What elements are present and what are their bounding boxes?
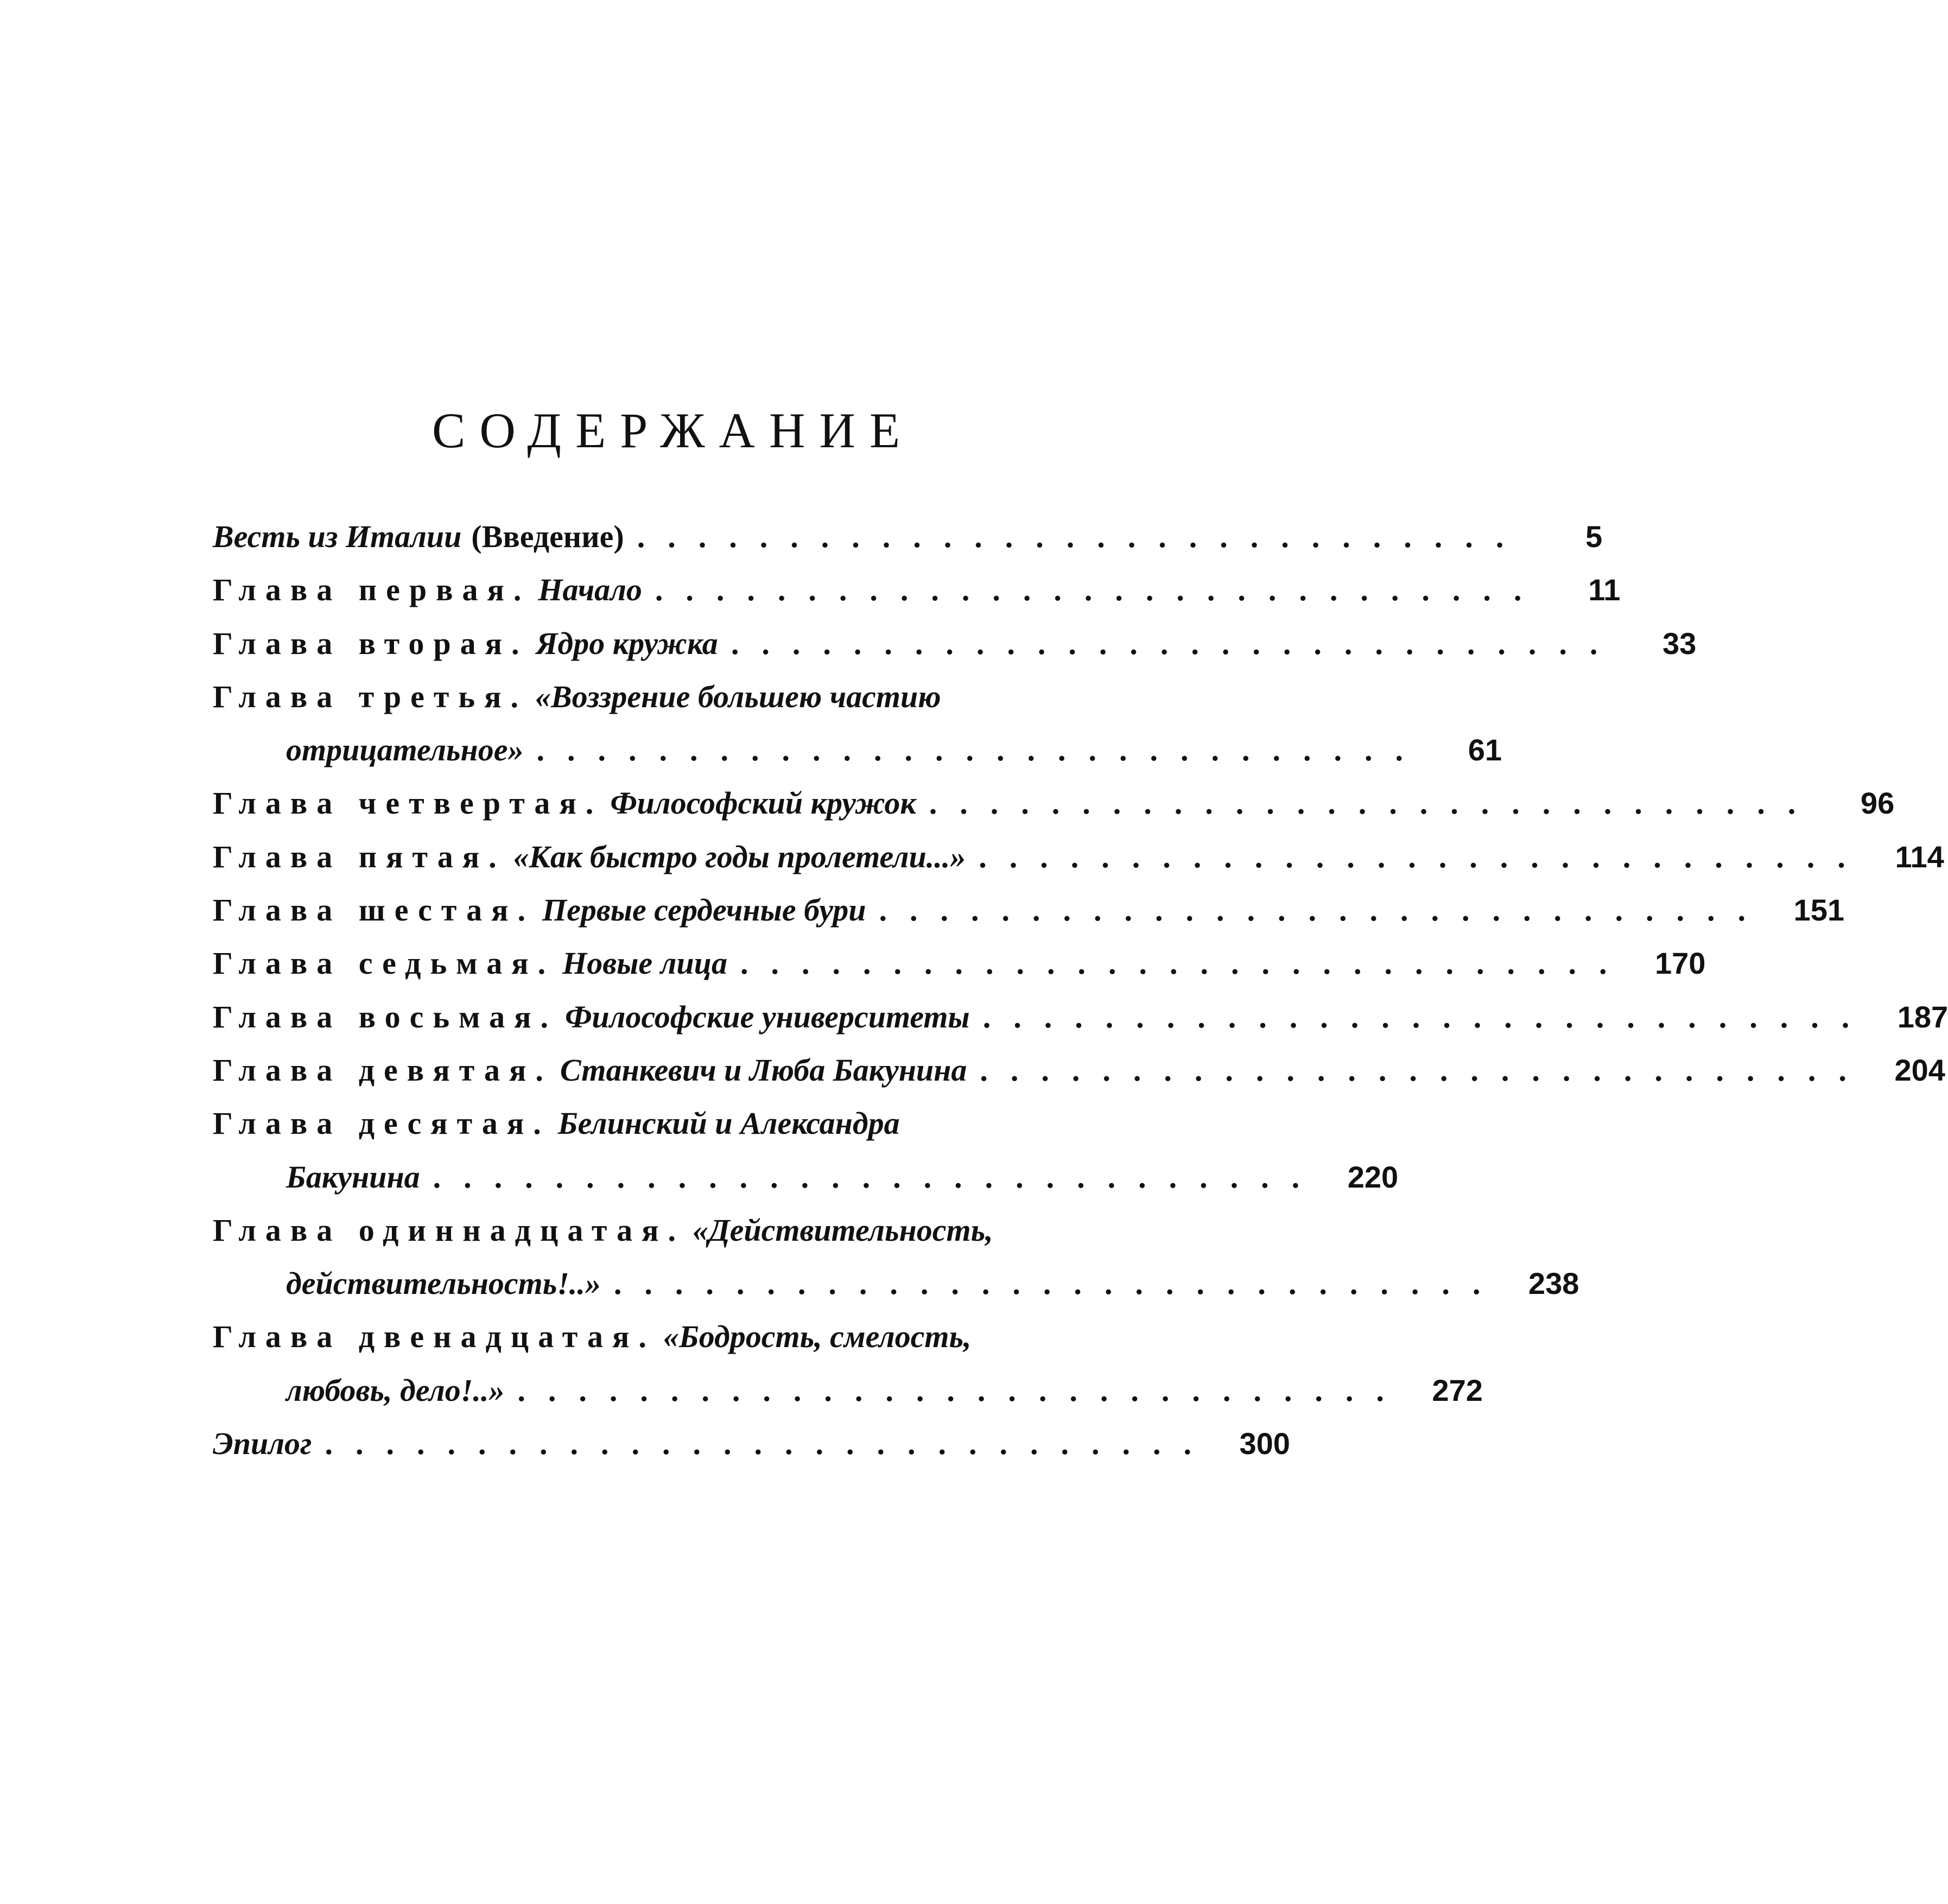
toc-line	[213, 678, 1137, 732]
page-number: 114	[1895, 839, 1944, 874]
chapter-title: Бакунина	[286, 1159, 420, 1195]
dot-leader: .............................	[879, 892, 1768, 928]
page-number: 61	[1468, 733, 1502, 767]
dot-leader: .............................	[517, 1372, 1407, 1408]
chapter-title: Философский кружок	[610, 785, 916, 821]
page-number: 187	[1897, 999, 1948, 1034]
toc-line	[213, 839, 1944, 892]
toc-line	[213, 945, 1706, 998]
dot-leader: .............................	[325, 1426, 1214, 1462]
toc-line	[213, 1052, 1945, 1105]
chapter-title: Первые сердечные бури	[542, 892, 866, 928]
page-number: 220	[1347, 1159, 1399, 1194]
page-number: 272	[1432, 1373, 1483, 1407]
chapter-note: (Введение)	[471, 519, 624, 554]
dot-leader: .............................	[536, 732, 1426, 768]
toc-line	[213, 1425, 1290, 1478]
chapter-title: Эпилог	[213, 1426, 312, 1462]
toc-entry	[213, 518, 1603, 572]
chapter-title: Весть из Италии	[213, 519, 462, 554]
chapter-title: Философские университеты	[565, 999, 970, 1034]
page-number: 170	[1655, 946, 1706, 981]
toc-line	[213, 518, 1603, 572]
chapter-title: любовь, дело!..»	[286, 1372, 505, 1408]
page-number: 5	[1585, 519, 1603, 554]
chapter-heading: Глава двенадцатая.	[213, 1319, 656, 1355]
chapter-title: «Как быстро годы пролетели...»	[513, 839, 966, 874]
chapter-heading: Глава восьмая.	[213, 999, 558, 1034]
dot-leader: .............................	[613, 1266, 1503, 1302]
page-number: 33	[1663, 626, 1697, 661]
chapter-heading: Глава шестая.	[213, 892, 535, 928]
page-number: 300	[1239, 1426, 1290, 1461]
dot-leader: .............................	[655, 572, 1545, 608]
toc-line	[213, 572, 1621, 625]
dot-leader: .............................	[982, 999, 1873, 1034]
toc-line	[213, 892, 1844, 945]
dot-leader: .............................	[740, 945, 1630, 981]
chapter-title: Начало	[538, 572, 642, 608]
toc-entry	[213, 1318, 1483, 1425]
chapter-title: Ядро кружка	[536, 625, 718, 661]
toc-entry	[213, 625, 1697, 678]
table-of-contents	[213, 518, 1948, 1478]
toc-entry	[213, 945, 1706, 998]
chapter-title: «Воззрение большею частию	[535, 678, 941, 714]
chapter-heading: Глава девятая.	[213, 1052, 553, 1088]
toc-entry	[213, 999, 1948, 1052]
toc-entry	[213, 785, 1895, 838]
toc-line	[213, 785, 1895, 838]
toc-line	[213, 1212, 1137, 1265]
toc-line	[213, 1372, 1483, 1425]
chapter-title: Станкевич и Люба Бакунина	[560, 1052, 967, 1088]
chapter-title: «Бодрость, смелость,	[663, 1319, 972, 1355]
dot-leader: .............................	[731, 625, 1621, 661]
dot-leader: .............................	[980, 1052, 1869, 1088]
toc-entry	[213, 572, 1621, 625]
chapter-heading: Глава десятая.	[213, 1106, 550, 1141]
toc-entry	[213, 678, 1502, 785]
toc-entry	[213, 1052, 1945, 1105]
toc-line	[213, 1105, 1137, 1158]
page-number: 238	[1528, 1266, 1579, 1301]
chapter-heading: Глава третья.	[213, 678, 528, 714]
toc-entry	[213, 1105, 1399, 1212]
chapter-heading: Глава четвертая.	[213, 785, 603, 821]
toc-line	[213, 1318, 1137, 1372]
toc-line	[213, 1159, 1399, 1212]
toc-entry	[213, 1425, 1290, 1478]
toc-line	[213, 625, 1697, 678]
toc-line	[213, 999, 1948, 1052]
page-number: 96	[1860, 786, 1895, 821]
dot-leader: .............................	[637, 519, 1527, 554]
chapter-title: действительность!..»	[286, 1266, 601, 1302]
chapter-heading: Глава пятая.	[213, 839, 506, 874]
page-number: 204	[1894, 1052, 1945, 1087]
chapter-title: отрицательное»	[286, 732, 524, 768]
chapter-title: «Действительность,	[692, 1212, 993, 1248]
toc-entry	[213, 1212, 1579, 1319]
chapter-heading: Глава вторая.	[213, 625, 529, 661]
page-number: 11	[1588, 573, 1621, 607]
chapter-heading: Глава седьмая.	[213, 945, 555, 981]
chapter-title: Новые лица	[562, 945, 727, 981]
dot-leader: .............................	[433, 1159, 1323, 1195]
dot-leader: .............................	[929, 785, 1819, 821]
page-title: СОДЕРЖАНИЕ	[432, 403, 915, 458]
chapter-heading: Глава одиннадцатая.	[213, 1212, 685, 1248]
chapter-heading: Глава первая.	[213, 572, 531, 608]
page-number: 151	[1793, 893, 1844, 928]
toc-entry	[213, 839, 1944, 892]
toc-line	[213, 732, 1502, 785]
toc-entry	[213, 892, 1844, 945]
toc-line	[213, 1265, 1579, 1318]
dot-leader: .............................	[979, 839, 1868, 874]
chapter-title: Белинский и Александра	[557, 1106, 900, 1141]
